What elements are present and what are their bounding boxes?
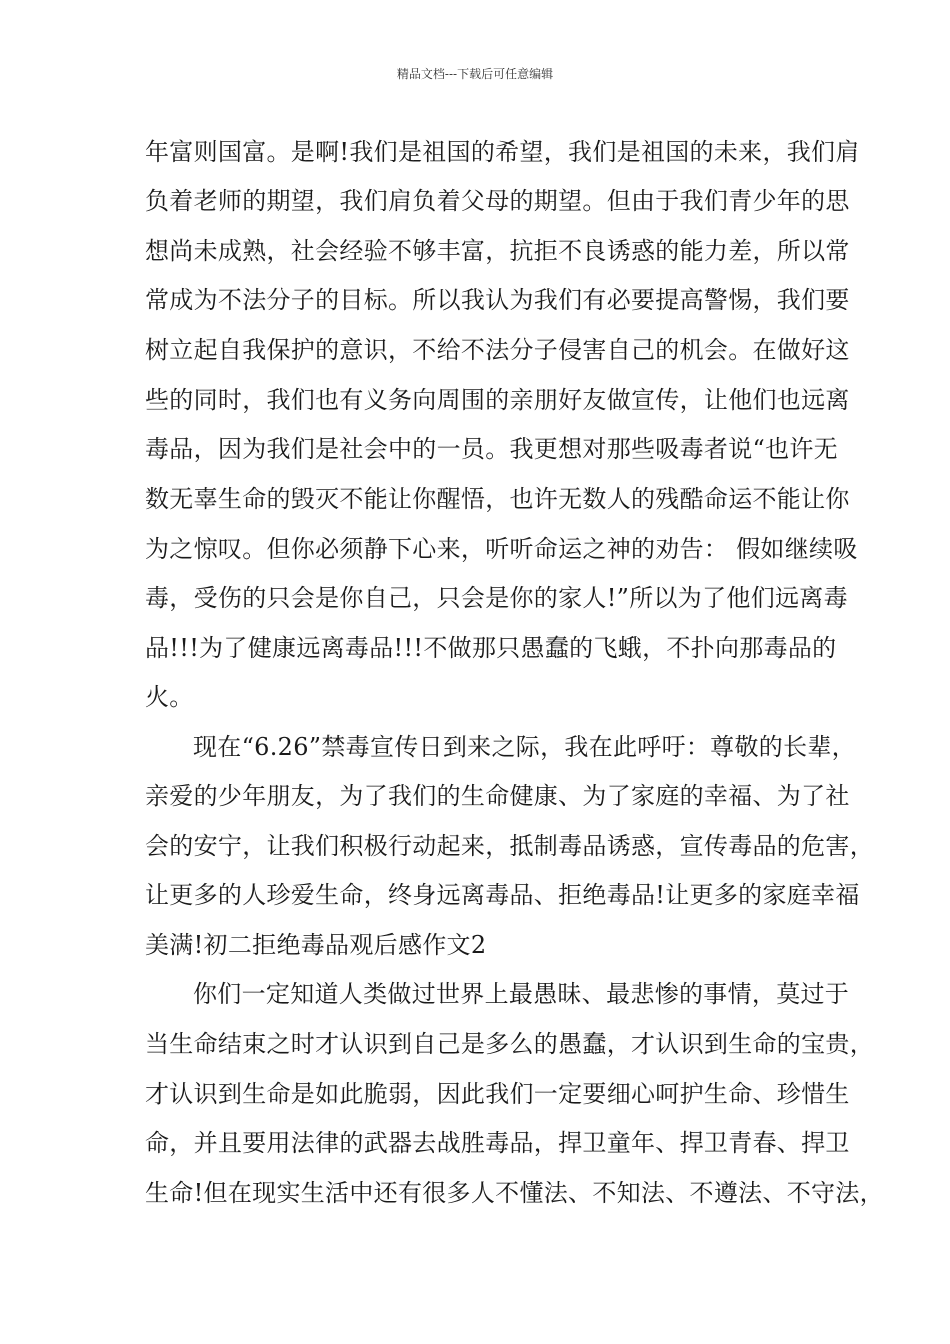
text-line: 些的同时，我们也有义务向周围的亲朋好友做宣传，让他们也远离 <box>145 386 850 414</box>
text-line: 常成为不法分子的目标。所以我认为我们有必要提高警惕，我们要 <box>145 286 850 314</box>
text-line: 毒，受伤的只会是你自己，只会是你的家人!”所以为了他们远离毒 <box>145 584 848 612</box>
paragraph-first-line: 现在“6.26”禁毒宣传日到来之际，我在此呼吁：尊敬的长辈， <box>193 733 856 761</box>
text-line: 亲爱的少年朋友，为了我们的生命健康、为了家庭的幸福、为了社 <box>145 782 850 810</box>
text-line: 为之惊叹。但你必须静下心来，听听命运之神的劝告： 假如继续吸 <box>145 535 858 563</box>
text-line: 命，并且要用法律的武器去战胜毒品，捍卫童年、捍卫青春、捍卫 <box>145 1129 850 1157</box>
text-line: 数无辜生命的毁灭不能让你醒悟，也许无数人的残酷命运不能让你 <box>145 485 850 513</box>
text-line: 当生命结束之时才认识到自己是多么的愚蠢，才认识到生命的宝贵， <box>145 1030 874 1058</box>
text-line: 火。 <box>145 683 194 711</box>
page-header: 精品文档---下载后可任意编辑 <box>396 67 554 81</box>
text-line: 毒品，因为我们是社会中的一员。我更想对那些吸毒者说“也许无 <box>145 435 838 463</box>
text-line: 品!!!为了健康远离毒品!!!不做那只愚蠢的飞蛾，不扑向那毒品的 <box>145 634 837 662</box>
text-line: 才认识到生命是如此脆弱，因此我们一定要细心呵护生命、珍惜生 <box>145 1080 850 1108</box>
text-line: 会的安宁，让我们积极行动起来，抵制毒品诱惑，宣传毒品的危害， <box>145 832 874 860</box>
paragraph-first-line: 你们一定知道人类做过世界上最愚昧、最悲惨的事情，莫过于 <box>193 980 850 1008</box>
text-line: 让更多的人珍爱生命，终身远离毒品、拒绝毒品!让更多的家庭幸福 <box>145 881 860 909</box>
text-line: 生命!但在现实生活中还有很多人不懂法、不知法、不遵法、不守法， <box>145 1179 884 1207</box>
text-line: 树立起自我保护的意识，不给不法分子侵害自己的机会。在做好这 <box>145 336 850 364</box>
text-line: 负着老师的期望，我们肩负着父母的期望。但由于我们青少年的思 <box>145 187 850 215</box>
text-line: 想尚未成熟，社会经验不够丰富，抗拒不良诱惑的能力差，所以常 <box>145 237 850 265</box>
text-line: 美满!初二拒绝毒品观后感作文2 <box>145 931 487 959</box>
text-line: 年富则国富。是啊!我们是祖国的希望，我们是祖国的未来，我们肩 <box>145 138 860 166</box>
